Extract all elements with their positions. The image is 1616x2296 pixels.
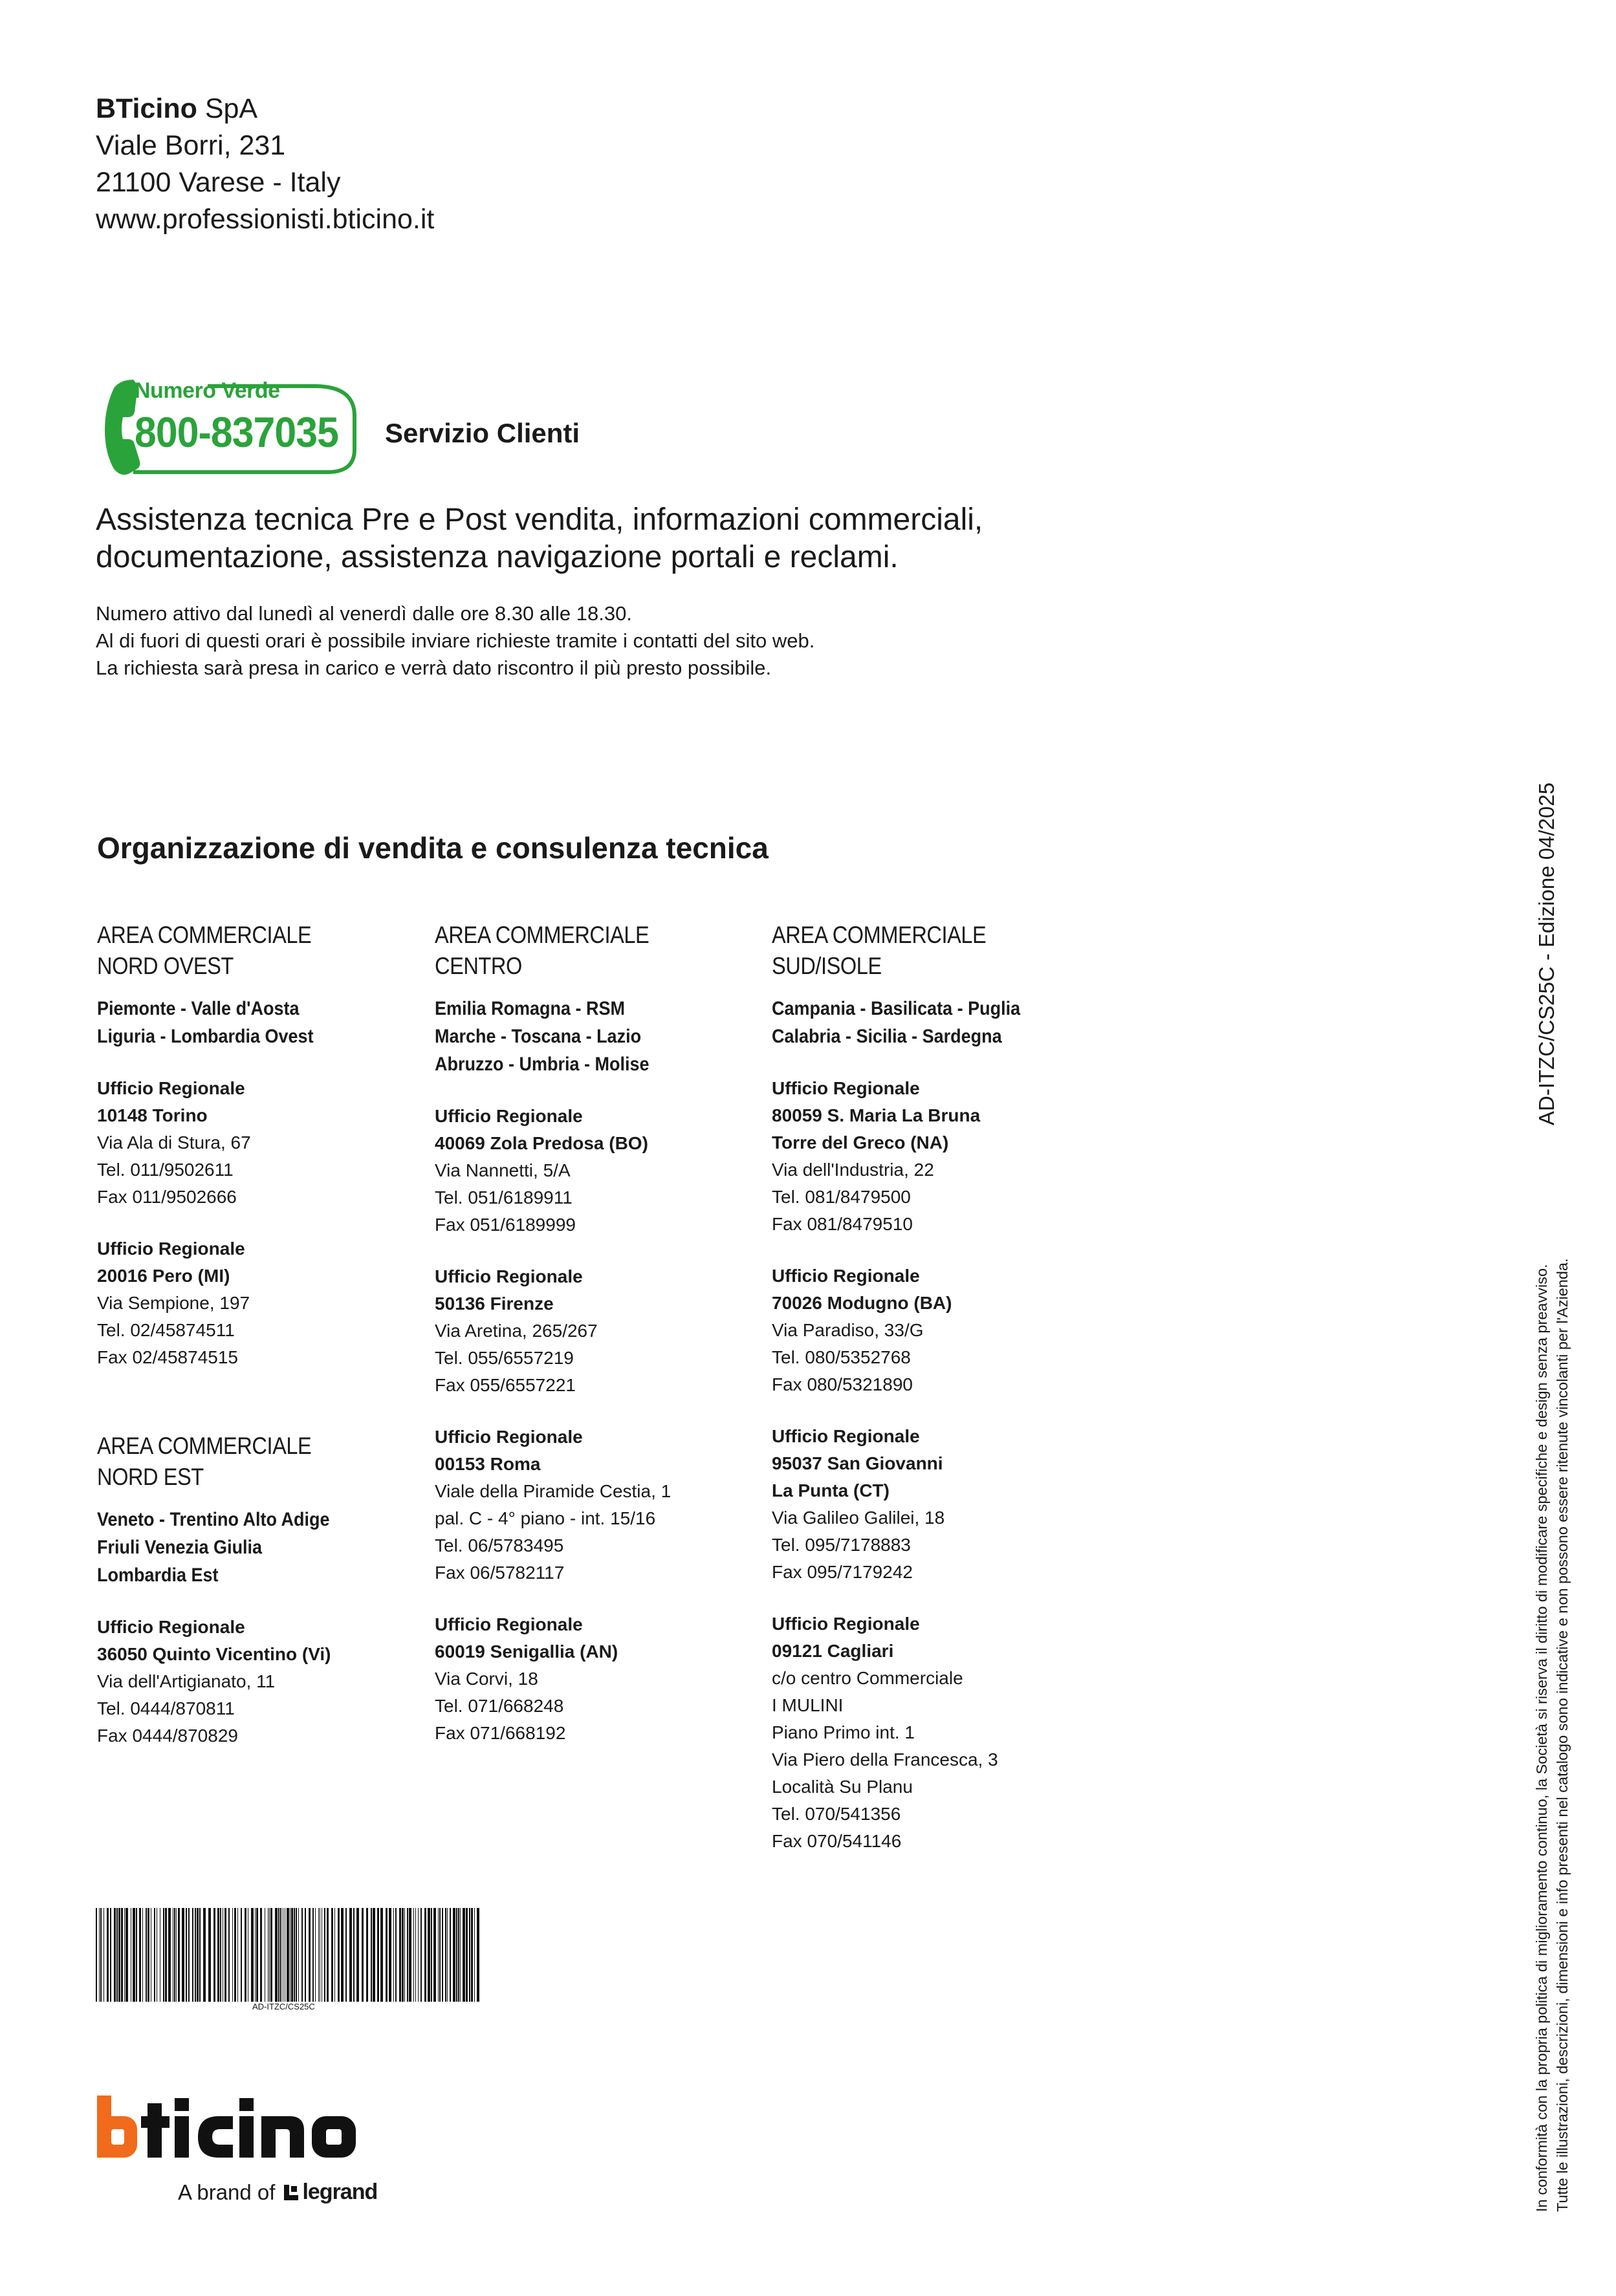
numero-verde-number[interactable]: 800-837035 [135, 408, 338, 456]
office-roma: Ufficio Regionale 00153 Roma Viale della Piramide Cestia, 1 pal. C - 4° piano - int. 15/16 Tel. 06/5783495 Fax 06/5782117 [435, 1427, 672, 1583]
office-pero: Ufficio Regionale 20016 Pero (MI) Via Sempione, 197 Tel. 02/45874511 Fax 02/45874515 [97, 1239, 250, 1367]
legrand-mark-icon [283, 2183, 300, 2202]
column-nord [97, 920, 420, 1749]
area-regions: Emilia Romagna - RSM Marche - Toscana - Lazio Abruzzo - Umbria - Molise [435, 998, 650, 1075]
area-regions: Piemonte - Valle d'Aosta Liguria - Lombardia Ovest [97, 998, 314, 1047]
brand-of: A brand of legrand [178, 2180, 378, 2204]
assistance-text: Assistenza tecnica Pre e Post vendita, informazioni commerciali, documentazione, assistenza navigazione portali e reclami. [96, 503, 983, 574]
area-nord-ovest [97, 920, 420, 1371]
section-title: Organizzazione di vendita e consulenza tecnica [97, 831, 769, 865]
office-quinto-vicentino: Ufficio Regionale 36050 Quinto Vicentino (Vi) Via dell'Artigianato, 11 Tel. 0444/870811 Fax 0444/870829 [97, 1617, 331, 1746]
disclaimer: In conformità con la propria politica di miglioramento continuo, la Società si riserva il diritto di modificare specifiche e design senza preavviso. Tutte le illustrazioni, descrizioni, dimensioni e info presenti nel catalogo sono indicative e non possono essere ritenute vincolanti per l'Azienda. [1533, 1258, 1571, 2212]
company-website[interactable]: www.professionisti.bticino.it [96, 204, 435, 235]
office-modugno: Ufficio Regionale 70026 Modugno (BA) Via Paradiso, 33/G Tel. 080/5352768 Fax 080/5321890 [772, 1266, 952, 1394]
office-firenze: Ufficio Regionale 50136 Firenze Via Aretina, 265/267 Tel. 055/6557219 Fax 055/6557221 [435, 1266, 598, 1395]
area-regions: Campania - Basilicata - Puglia Calabria - Sicilia - Sardegna [772, 998, 1021, 1047]
column-sud-isole [772, 920, 1095, 1855]
company-name: BTicino SpA [96, 93, 258, 124]
area-title: AREA COMMERCIALE NORD OVEST [97, 922, 312, 979]
office-zola-predosa: Ufficio Regionale 40069 Zola Predosa (BO) Via Nannetti, 5/A Tel. 051/6189911 Fax 051/6189999 [435, 1106, 648, 1235]
bticino-logo [96, 2096, 387, 2167]
area-title: AREA COMMERCIALE SUD/ISOLE [772, 922, 987, 979]
office-torino: Ufficio Regionale 10148 Torino Via Ala di Stura, 67 Tel. 011/9502611 Fax 011/9502666 [97, 1078, 251, 1207]
barcode-icon [96, 1908, 481, 2002]
office-cagliari: Ufficio Regionale 09121 Cagliari c/o centro Commerciale I MULINI Piano Primo int. 1 Via Piero della Francesca, 3 Località Su Planu Tel. 070/541356 Fax 070/541146 [772, 1614, 998, 1851]
barcode-label: AD-ITZC/CS25C [252, 2002, 315, 2011]
office-san-giovanni-la-punta: Ufficio Regionale 95037 San Giovanni La Punta (CT) Via Galileo Galilei, 18 Tel. 095/7178883 Fax 095/7179242 [772, 1426, 945, 1582]
area-regions: Veneto - Trentino Alto Adige Friuli Venezia Giulia Lombardia Est [97, 1509, 330, 1586]
office-senigallia: Ufficio Regionale 60019 Senigallia (AN) Via Corvi, 18 Tel. 071/668248 Fax 071/668192 [435, 1614, 618, 1743]
area-title: AREA COMMERCIALE CENTRO [435, 922, 650, 979]
area-title: AREA COMMERCIALE NORD EST [97, 1433, 312, 1490]
legrand-logo: legrand [283, 2180, 377, 2205]
company-city: 21100 Varese - Italy [96, 167, 341, 198]
edition-code: AD-ITZC/CS25C - Edizione 04/2025 [1534, 782, 1558, 1125]
office-torre-del-greco: Ufficio Regionale 80059 S. Maria La Bruna Torre del Greco (NA) Via dell'Industria, 22 Tel. 081/8479500 Fax 081/8479510 [772, 1078, 981, 1234]
company-address [96, 91, 434, 238]
numero-verde-label: Numero Verde [135, 378, 280, 403]
area-nord-est [97, 1431, 420, 1749]
servizio-clienti: Servizio Clienti [385, 418, 580, 448]
company-street: Viale Borri, 231 [96, 130, 286, 161]
hours-text: Numero attivo dal lunedì al venerdì dalle ore 8.30 alle 18.30. Al di fuori di questi orari è possibile inviare richieste tramite i contatti del sito web. La richiesta sarà presa in carico e verrà dato riscontro il più presto possibile. [96, 602, 815, 679]
column-centro [435, 920, 758, 1747]
